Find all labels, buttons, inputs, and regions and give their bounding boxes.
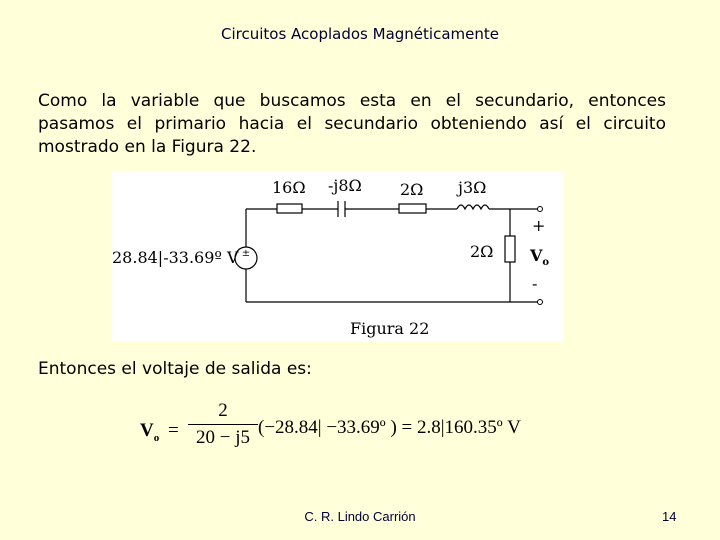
equation-lhs-subscript: o xyxy=(153,431,160,444)
equation-equals: = xyxy=(168,420,179,441)
equation-fraction xyxy=(188,400,258,449)
vo-letter: V xyxy=(530,246,543,265)
slide-title: Circuitos Acoplados Magnéticamente xyxy=(221,25,499,43)
capacitor-label: -j8Ω xyxy=(328,176,362,195)
equation-lhs xyxy=(140,420,159,444)
equation-lhs-letter: V xyxy=(140,420,154,441)
vo-subscript: o xyxy=(542,257,550,269)
output-equation xyxy=(140,400,580,460)
r1-label: 16Ω xyxy=(272,178,306,197)
load-resistor-label: 2Ω xyxy=(470,242,494,261)
equation-result: (−28.84| −33.69º ) = 2.8|160.35º V xyxy=(258,417,521,438)
output-sentence: Entonces el voltaje de salida es: xyxy=(38,359,312,379)
fraction-denominator: 20 − j5 xyxy=(196,427,250,448)
minus-label: - xyxy=(532,274,538,293)
circuit-figure xyxy=(112,172,564,342)
vo-label xyxy=(530,246,549,268)
source-label: 28.84|-33.69º V xyxy=(112,248,239,267)
figure-caption: Figura 22 xyxy=(350,319,430,338)
page-number: 14 xyxy=(662,509,677,524)
fraction-numerator: 2 xyxy=(218,400,228,421)
resistor-16-symbol xyxy=(277,204,302,213)
r2-label: 2Ω xyxy=(400,180,424,199)
intro-paragraph: Como la variable que buscamos esta en el secundario, entonces pasamos el primario hacia el secundario obteniendo así el circuito mostrado en la Figura 22. xyxy=(38,91,666,157)
footer-author: C. R. Lindo Carrión xyxy=(304,509,416,524)
fraction-bar xyxy=(188,424,258,425)
inductor-label: j3Ω xyxy=(458,178,487,197)
plus-label: + xyxy=(532,216,546,235)
svg-text:±: ± xyxy=(241,248,251,259)
